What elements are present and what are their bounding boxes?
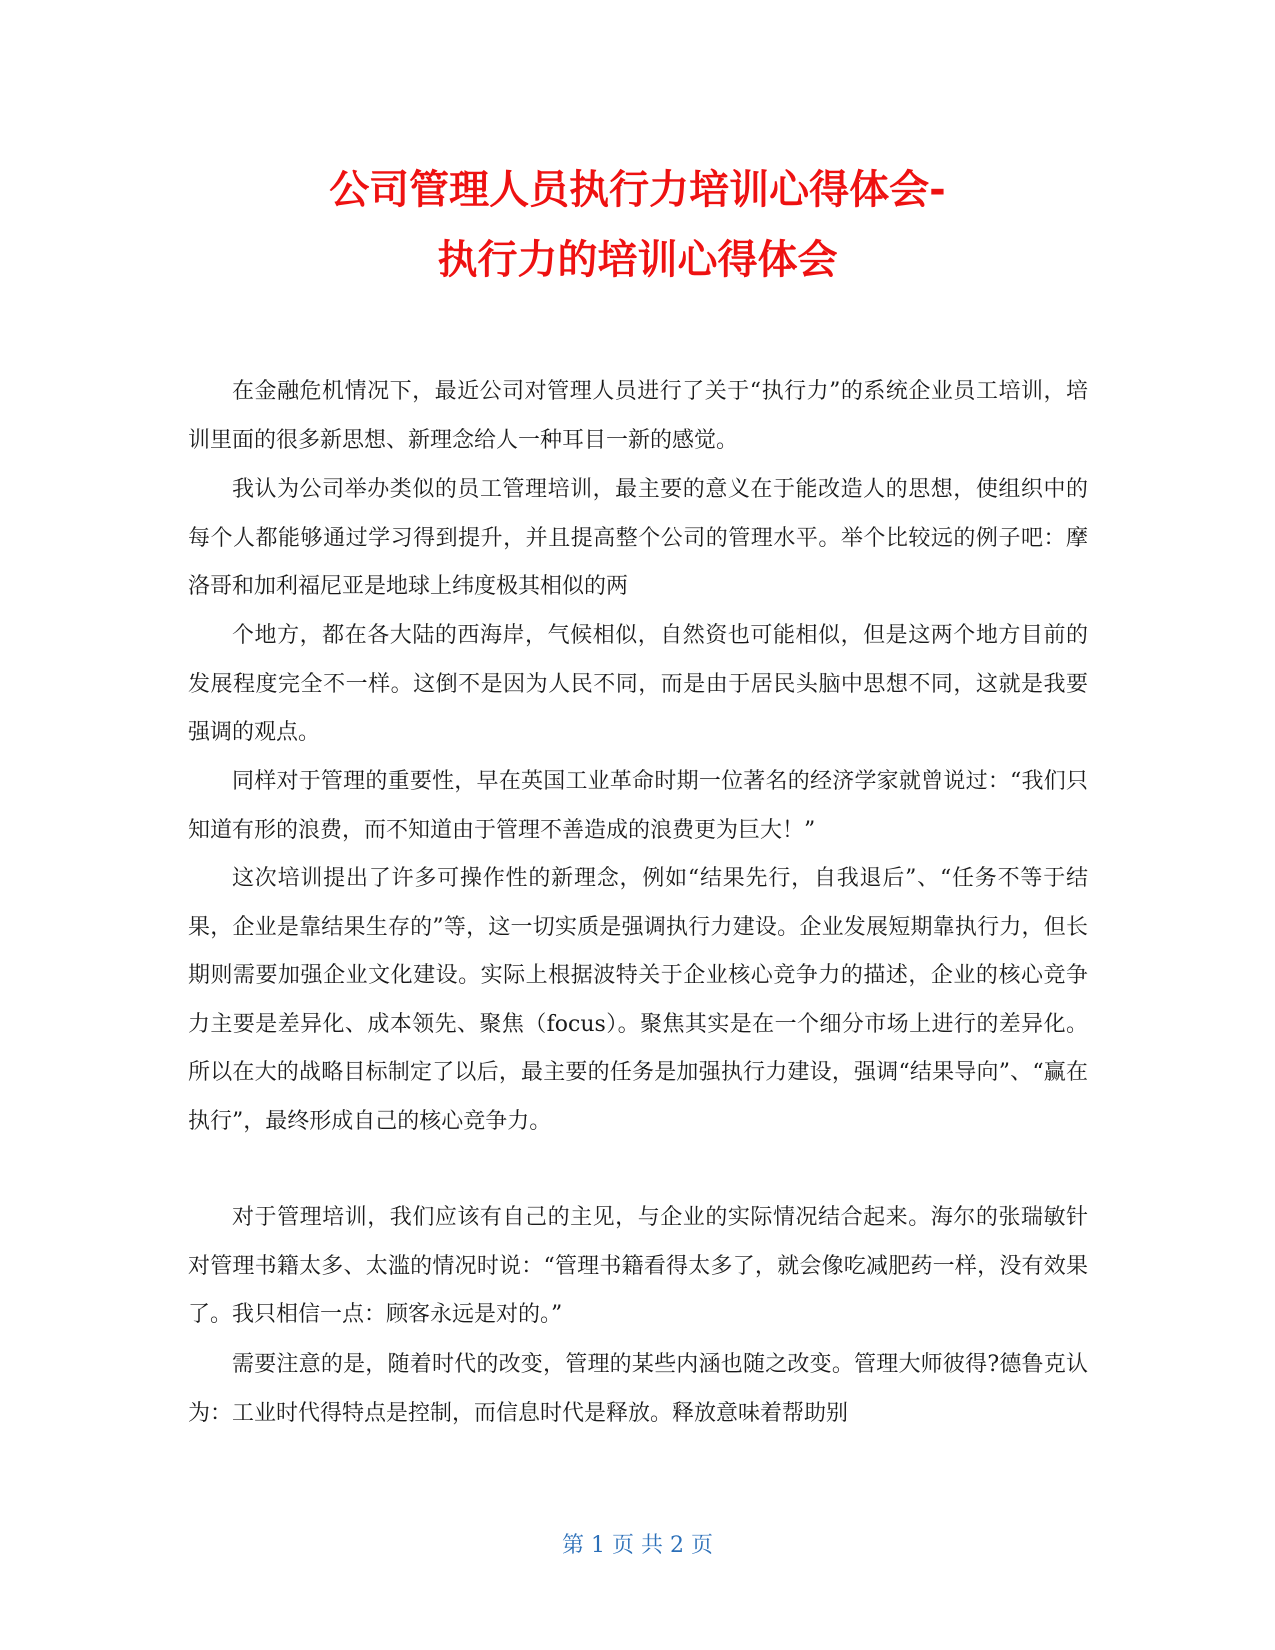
body-paragraph: 对于管理培训，我们应该有自己的主见，与企业的实际情况结合起来。海尔的张瑞敏针对管理书籍太多、太滥的情况时说：“管理书籍看得太多了，就会像吃减肥药一样，没有效果了。我只相信一点：顾客永远是对的。”: [188, 1205, 1088, 1327]
document-title-line-2: 执行力的培训心得体会: [437, 237, 838, 283]
body-paragraph: 同样对于管理的重要性，早在英国工业革命时期一位著名的经济学家就曾说过：“我们只知道有形的浪费，而不知道由于管理不善造成的浪费更为巨大！”: [188, 769, 1088, 843]
body-paragraph: 在金融危机情况下，最近公司对管理人员进行了关于“执行力”的系统企业员工培训，培训里面的很多新思想、新理念给人一种耳目一新的感觉。: [188, 379, 1088, 453]
page-number-footer: 第 1 页 共 2 页: [562, 1533, 713, 1558]
body-paragraph: 我认为公司举办类似的员工管理培训，最主要的意义在于能改造人的思想，使组织中的每个人都能够通过学习得到提升，并且提高整个公司的管理水平。举个比较远的例子吧：摩洛哥和加利福尼亚是地球上纬度极其相似的两: [188, 477, 1088, 599]
body-paragraph: 需要注意的是，随着时代的改变，管理的某些内涵也随之改变。管理大师彼得?德鲁克认为：工业时代得特点是控制，而信息时代是释放。释放意味着帮助别: [188, 1352, 1088, 1426]
body-paragraph: 这次培训提出了许多可操作性的新理念，例如“结果先行，自我退后”、“任务不等于结果，企业是靠结果生存的”等，这一切实质是强调执行力建设。企业发展短期靠执行力，但长期则需要加强企业文化建设。实际上根据波特关于企业核心竞争力的描述，企业的核心竞争力主要是差异化、成本领先、聚焦（focus）。聚焦其实是在一个细分市场上进行的差异化。所以在大的战略目标制定了以后，最主要的任务是加强执行力建设，强调“结果导向”、“赢在执行”，最终形成自己的核心竞争力。: [188, 866, 1088, 1134]
body-paragraph: 个地方，都在各大陆的西海岸，气候相似，自然资也可能相似，但是这两个地方目前的发展程度完全不一样。这倒不是因为人民不同，而是由于居民头脑中思想不同，这就是我要强调的观点。: [188, 623, 1088, 745]
document-title-line-1: 公司管理人员执行力培训心得体会-: [329, 167, 946, 213]
